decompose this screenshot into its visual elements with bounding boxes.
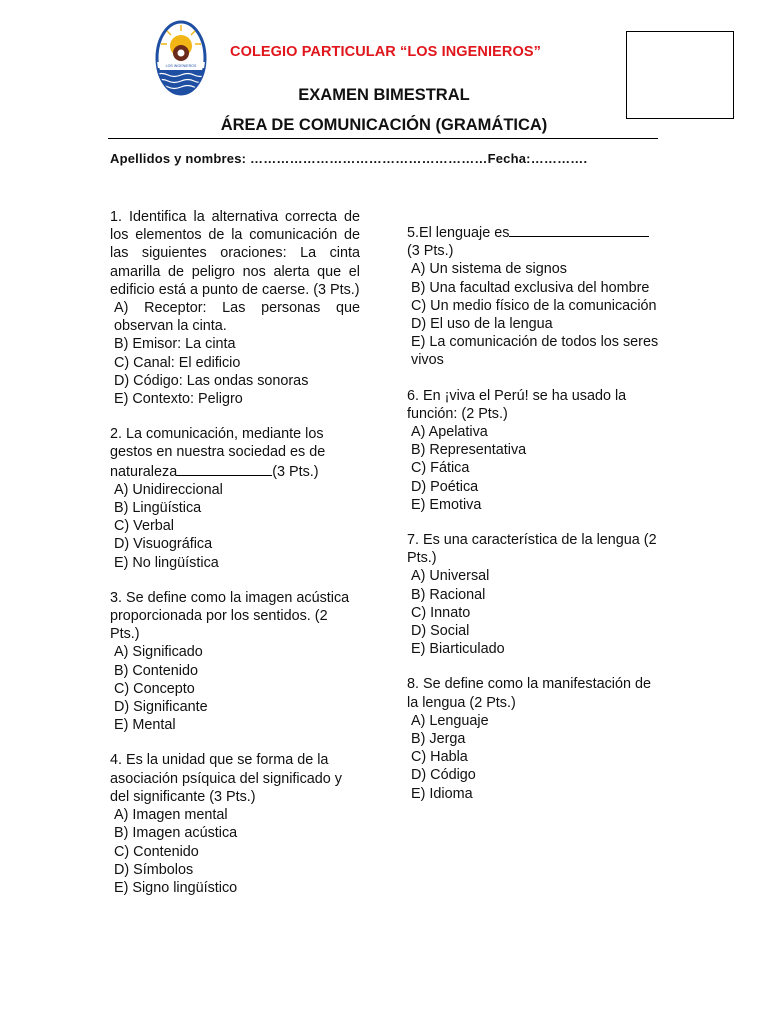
answer-option[interactable]: C) Verbal	[114, 518, 174, 535]
answer-option[interactable]: E) Contexto: Peligro	[114, 391, 243, 408]
answer-option[interactable]: D) Símbolos	[114, 861, 194, 878]
question-text: 7. Es una característica de la lengua (2 Pts.)	[407, 532, 657, 567]
question-points: (3 Pts.)	[407, 243, 454, 260]
answer-option[interactable]: A) Unidireccional	[114, 481, 223, 498]
question-7	[407, 531, 659, 658]
question-4	[110, 751, 360, 897]
answer-option[interactable]: E) No lingüística	[114, 554, 219, 571]
answer-option[interactable]: C) Contenido	[114, 843, 199, 860]
answer-option[interactable]: A) Imagen mental	[114, 807, 228, 824]
answer-option[interactable]: B) Jerga	[411, 731, 466, 748]
answer-option[interactable]: D) Visuográfica	[114, 536, 213, 553]
answer-option[interactable]: D) Código: Las ondas sonoras	[114, 372, 309, 389]
question-text: 4. Es la unidad que se forma de la asociación psíquica del significado y del significante (3 Pts.)	[110, 752, 342, 805]
logo-caption: LOS INGENIEROS	[165, 64, 197, 68]
question-text: 1. Identifica la alternativa correcta de los elementos de la comunicación de las siguientes oraciones: La cinta amarilla de peligro nos alerta que el edificio está a punto de caerse. (3 Pts.)	[110, 209, 360, 298]
question-text: 3. Se define como la imagen acústica proporcionada por los sentidos. (2 Pts.)	[110, 589, 350, 643]
answer-option[interactable]: E) Emotiva	[411, 496, 482, 513]
answer-option[interactable]: E) Idioma	[411, 785, 473, 802]
answer-option[interactable]: E) Signo lingüístico	[114, 879, 238, 896]
question-6	[407, 387, 659, 514]
answer-option[interactable]: C) Concepto	[114, 680, 195, 697]
answer-option[interactable]: D) El uso de la lengua	[411, 316, 553, 333]
student-name-date-line: Apellidos y nombres: ………………………………………………Fecha:………….	[110, 151, 588, 166]
answer-option[interactable]: B) Racional	[411, 586, 486, 603]
question-1	[110, 208, 360, 408]
answer-option[interactable]: C) Fática	[411, 460, 470, 477]
answer-option[interactable]: B) Lingüística	[114, 500, 202, 517]
answer-option[interactable]: E) Mental	[114, 717, 176, 734]
questions-right-column	[407, 223, 659, 820]
answer-option[interactable]: A) Apelativa	[411, 424, 488, 441]
answer-option[interactable]: A) Lenguaje	[411, 712, 489, 729]
school-logo	[155, 20, 207, 96]
answer-option[interactable]: A) Universal	[411, 568, 490, 585]
question-text: 5.El lenguaje es	[407, 225, 510, 241]
answer-option[interactable]: C) Un medio físico de la comunicación	[411, 297, 657, 314]
exam-title: EXAMEN BIMESTRAL	[298, 86, 470, 104]
answer-option[interactable]: D) Significante	[114, 699, 208, 716]
answer-option[interactable]: B) Emisor: La cinta	[114, 336, 236, 353]
answer-option[interactable]: A) Receptor: Las personas que observan la cinta.	[114, 300, 360, 335]
question-3	[110, 589, 360, 735]
answer-option[interactable]: E) Biarticulado	[411, 641, 505, 658]
answer-option[interactable]: C) Canal: El edificio	[114, 354, 241, 371]
answer-option[interactable]: C) Innato	[411, 604, 471, 621]
answer-option[interactable]: E) La comunicación de todos los seres vivos	[411, 334, 659, 369]
answer-option[interactable]: B) Representativa	[411, 442, 527, 459]
question-text: 6. En ¡viva el Perú! se ha usado la función: (2 Pts.)	[407, 387, 627, 422]
question-points: (3 Pts.)	[272, 463, 319, 480]
answer-option[interactable]: C) Habla	[411, 749, 468, 766]
question-2	[110, 425, 360, 572]
question-text: 2. La comunicación, mediante los gestos en nuestra sociedad es de naturaleza	[110, 426, 326, 480]
answer-option[interactable]: B) Imagen acústica	[114, 825, 238, 842]
answer-option[interactable]: A) Un sistema de signos	[411, 261, 567, 278]
header-divider	[108, 138, 658, 139]
answer-blank[interactable]	[177, 462, 272, 476]
answer-option[interactable]: A) Significado	[114, 644, 203, 661]
answer-option[interactable]: B) Una facultad exclusiva del hombre	[411, 279, 650, 296]
answer-option[interactable]: B) Contenido	[114, 662, 198, 679]
school-name: COLEGIO PARTICULAR “LOS INGENIEROS”	[230, 44, 541, 60]
question-8	[407, 675, 659, 802]
answer-option[interactable]: D) Código	[411, 767, 476, 784]
answer-option[interactable]: D) Poética	[411, 478, 479, 495]
subject-title: ÁREA DE COMUNICACIÓN (GRAMÁTICA)	[220, 116, 548, 134]
questions-left-column	[110, 208, 360, 914]
answer-option[interactable]: D) Social	[411, 623, 470, 640]
answer-blank[interactable]	[509, 223, 649, 237]
question-5	[407, 223, 659, 370]
question-text: 8. Se define como la manifestación de la lengua (2 Pts.)	[407, 676, 651, 711]
grade-box	[626, 31, 734, 119]
